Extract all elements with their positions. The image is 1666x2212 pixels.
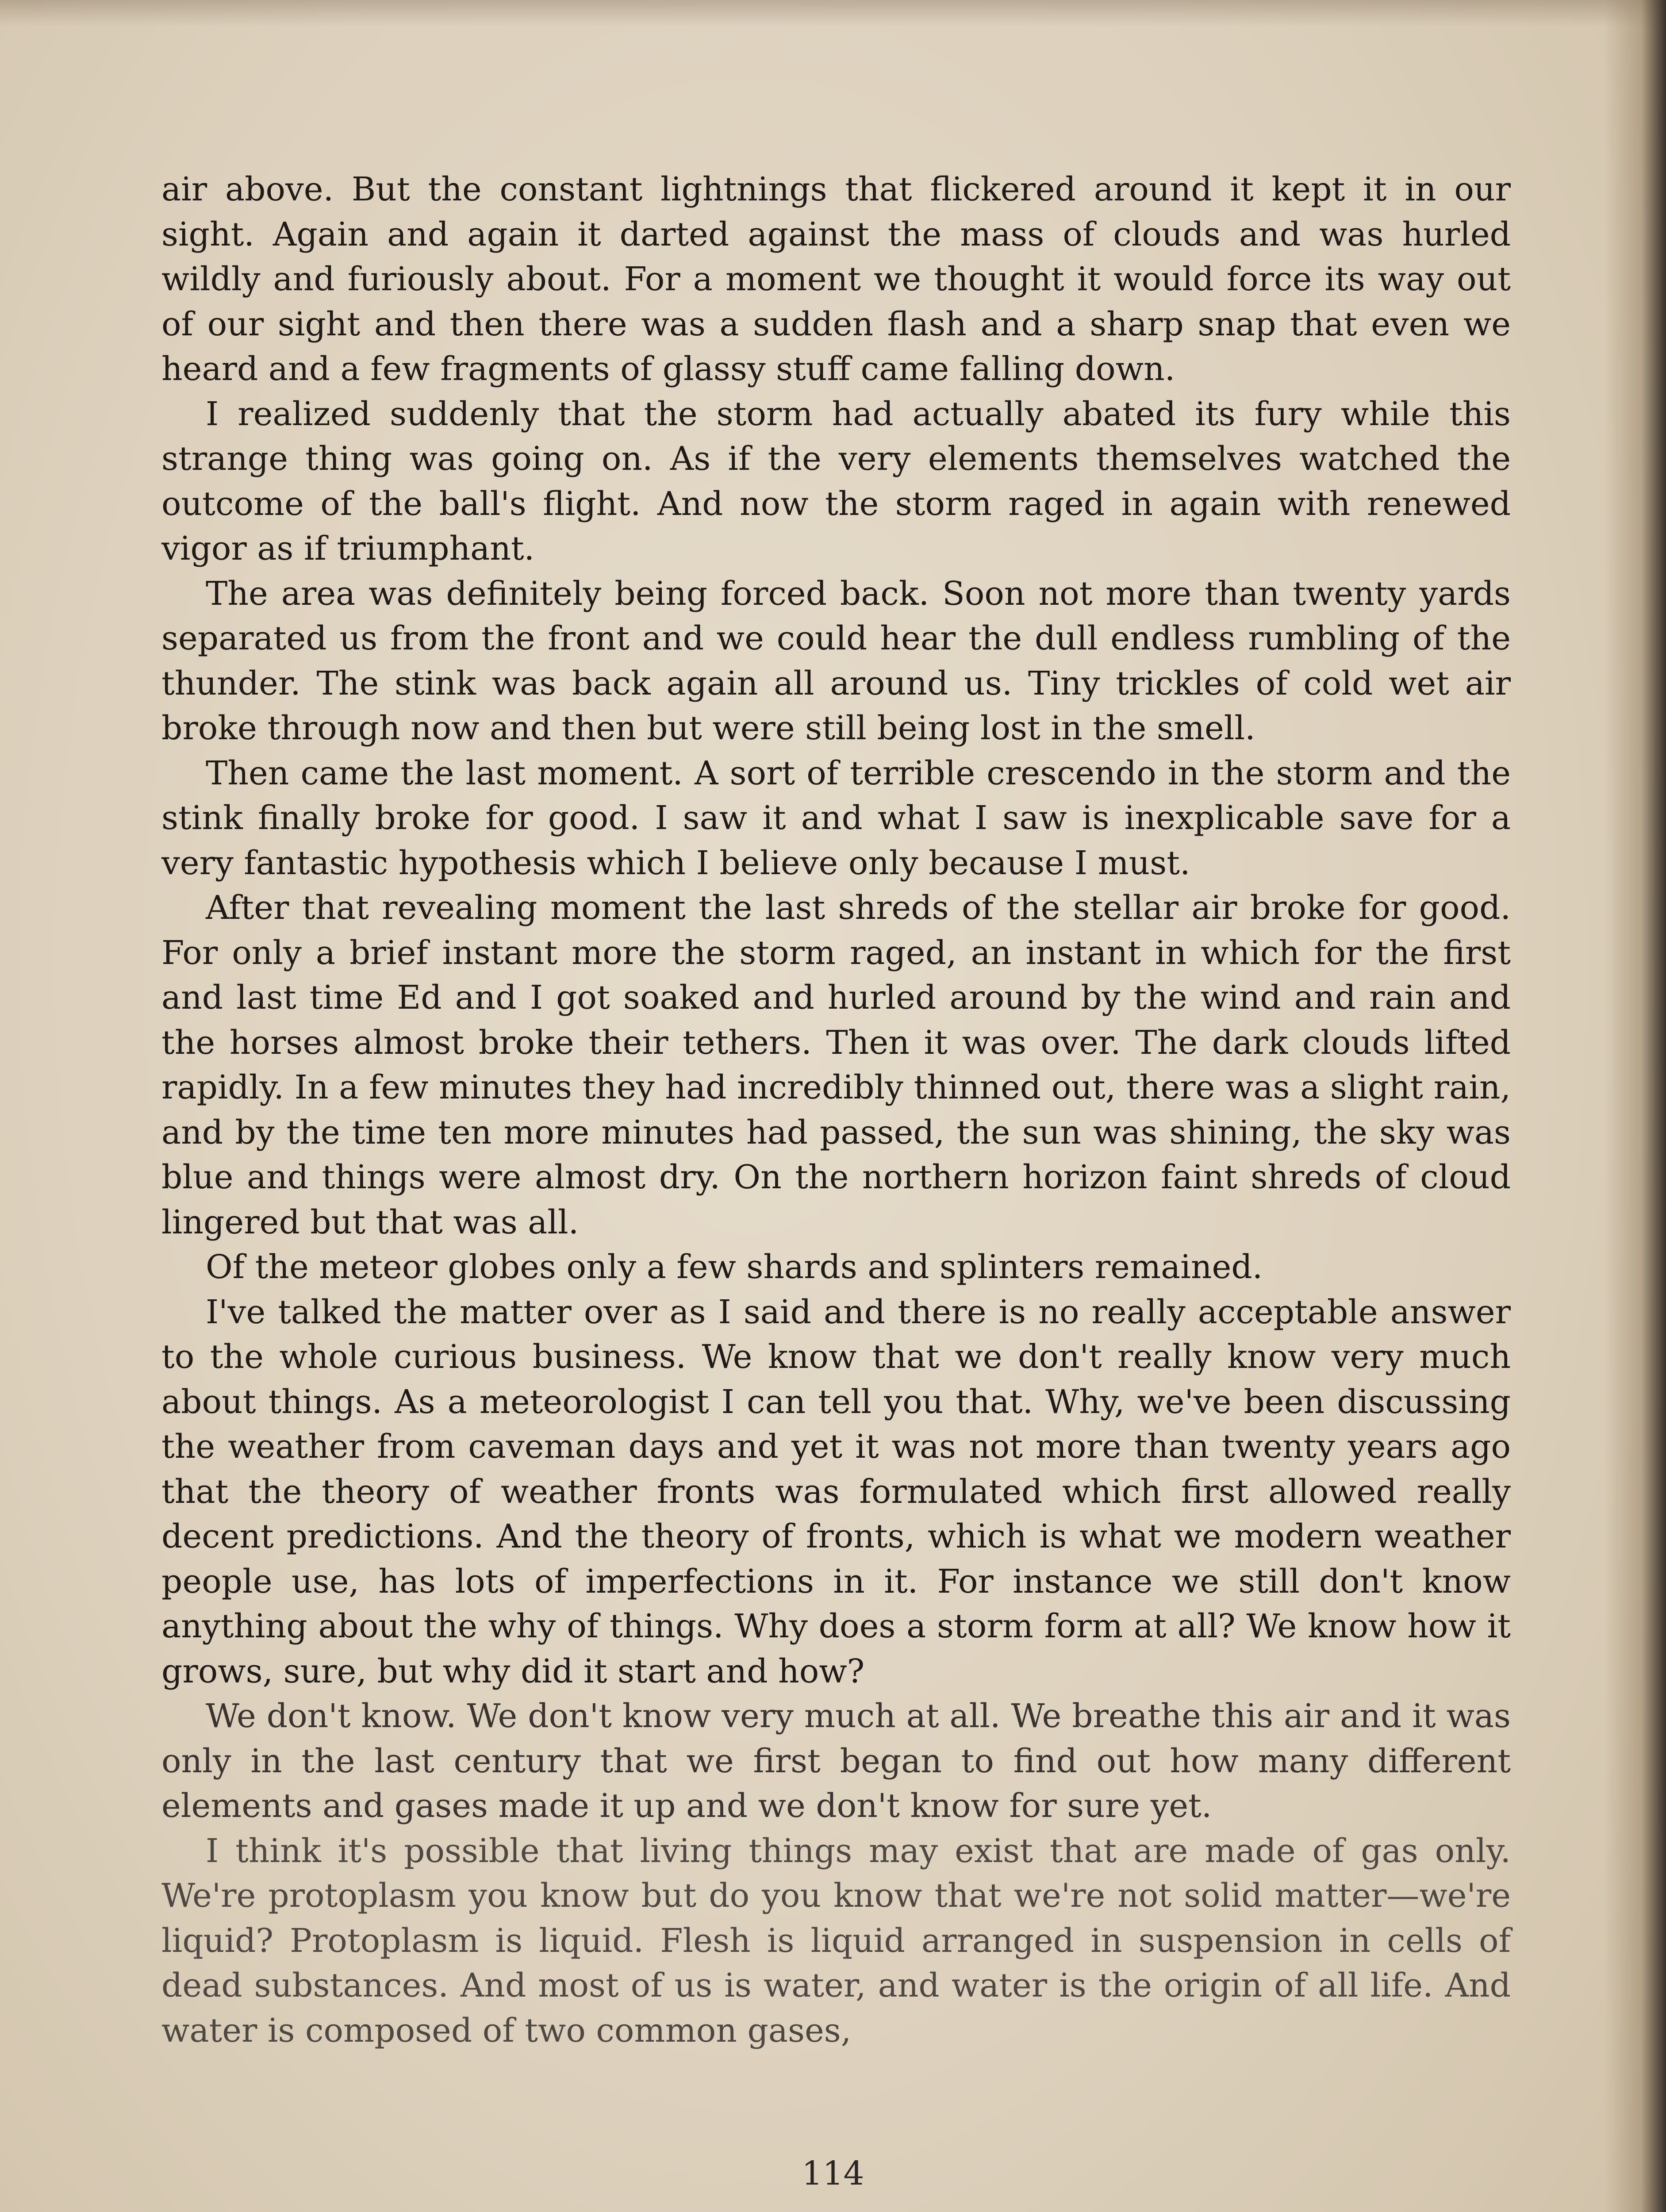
paragraph-8: We don't know. We don't know very much at all. We breathe this air and it was only in the last century that we first began to find out how many different elements and gases made it up and we don't know for sure yet. [161,1697,1511,1825]
page-number: 114 [802,2154,864,2193]
paragraph-9: I think it's possible that living things may exist that are made of gas only. We're protoplasm you know but do you know that we're not solid matter—we're liquid? Protoplasm is liquid. Flesh is liquid arranged in suspension in cells of dead substances. And most of us is water, and water is the origin of all life. And water is composed of two common gases, [161,1832,1511,2050]
spine-shadow [1604,0,1666,2212]
paragraph-4: Then came the last moment. A sort of terrible crescendo in the storm and the stink finally broke for good. I saw it and what I saw is inexplicable save for a very fantastic hypothesis which I believe only because I must. [161,754,1511,882]
paragraph-2: I realized suddenly that the storm had actually abated its fury while this strange thing was going on. As if the very elements themselves watched the outcome of the ball's flight. And now the storm raged in again with renewed vigor as if triumphant. [161,395,1511,568]
paragraph-1: air above. But the constant lightnings that flickered around it kept it in our sight. Again and again it darted against the mass of clouds and was hurled wildly and furiously about. For a moment we thought it would force its way out of our sight and then there was a sudden flash and a sharp snap that even we heard and a few fragments of glassy stuff came falling down. [161,170,1511,388]
body-text [161,167,1511,2053]
paragraph-3: The area was definitely being forced back. Soon not more than twenty yards separated us from the front and we could hear the dull endless rumbling of the thunder. The stink was back again all around us. Tiny trickles of cold wet air broke through now and then but were still being lost in the smell. [161,574,1511,747]
paragraph-7: I've talked the matter over as I said and there is no really acceptable answer to the whole curious business. We know that we don't really know very much about things. As a meteorologist I can tell you that. Why, we've been discussing the weather from caveman days and yet it was not more than twenty years ago that the theory of weather fronts was formulated which first allowed really decent predictions. And the theory of fronts, which is what we modern weather people use, has lots of imperfections in it. For instance we still don't know anything about the why of things. Why does a storm form at all? We know how it grows, sure, but why did it start and how? [161,1293,1511,1690]
paragraph-6: Of the meteor globes only a few shards and splinters remained. [206,1248,1263,1286]
page-top-edge [0,0,1666,27]
paragraph-5: After that revealing moment the last shreds of the stellar air broke for good. For only a brief instant more the storm raged, an instant in which for the first and last time Ed and I got soaked and hurled around by the wind and rain and the horses almost broke their tethers. Then it was over. The dark clouds lifted rapidly. In a few minutes they had incredibly thinned out, there was a slight rain, and by the time ten more minutes had passed, the sun was shining, the sky was blue and things were almost dry. On the northern horizon faint shreds of cloud lingered but that was all. [161,889,1511,1241]
